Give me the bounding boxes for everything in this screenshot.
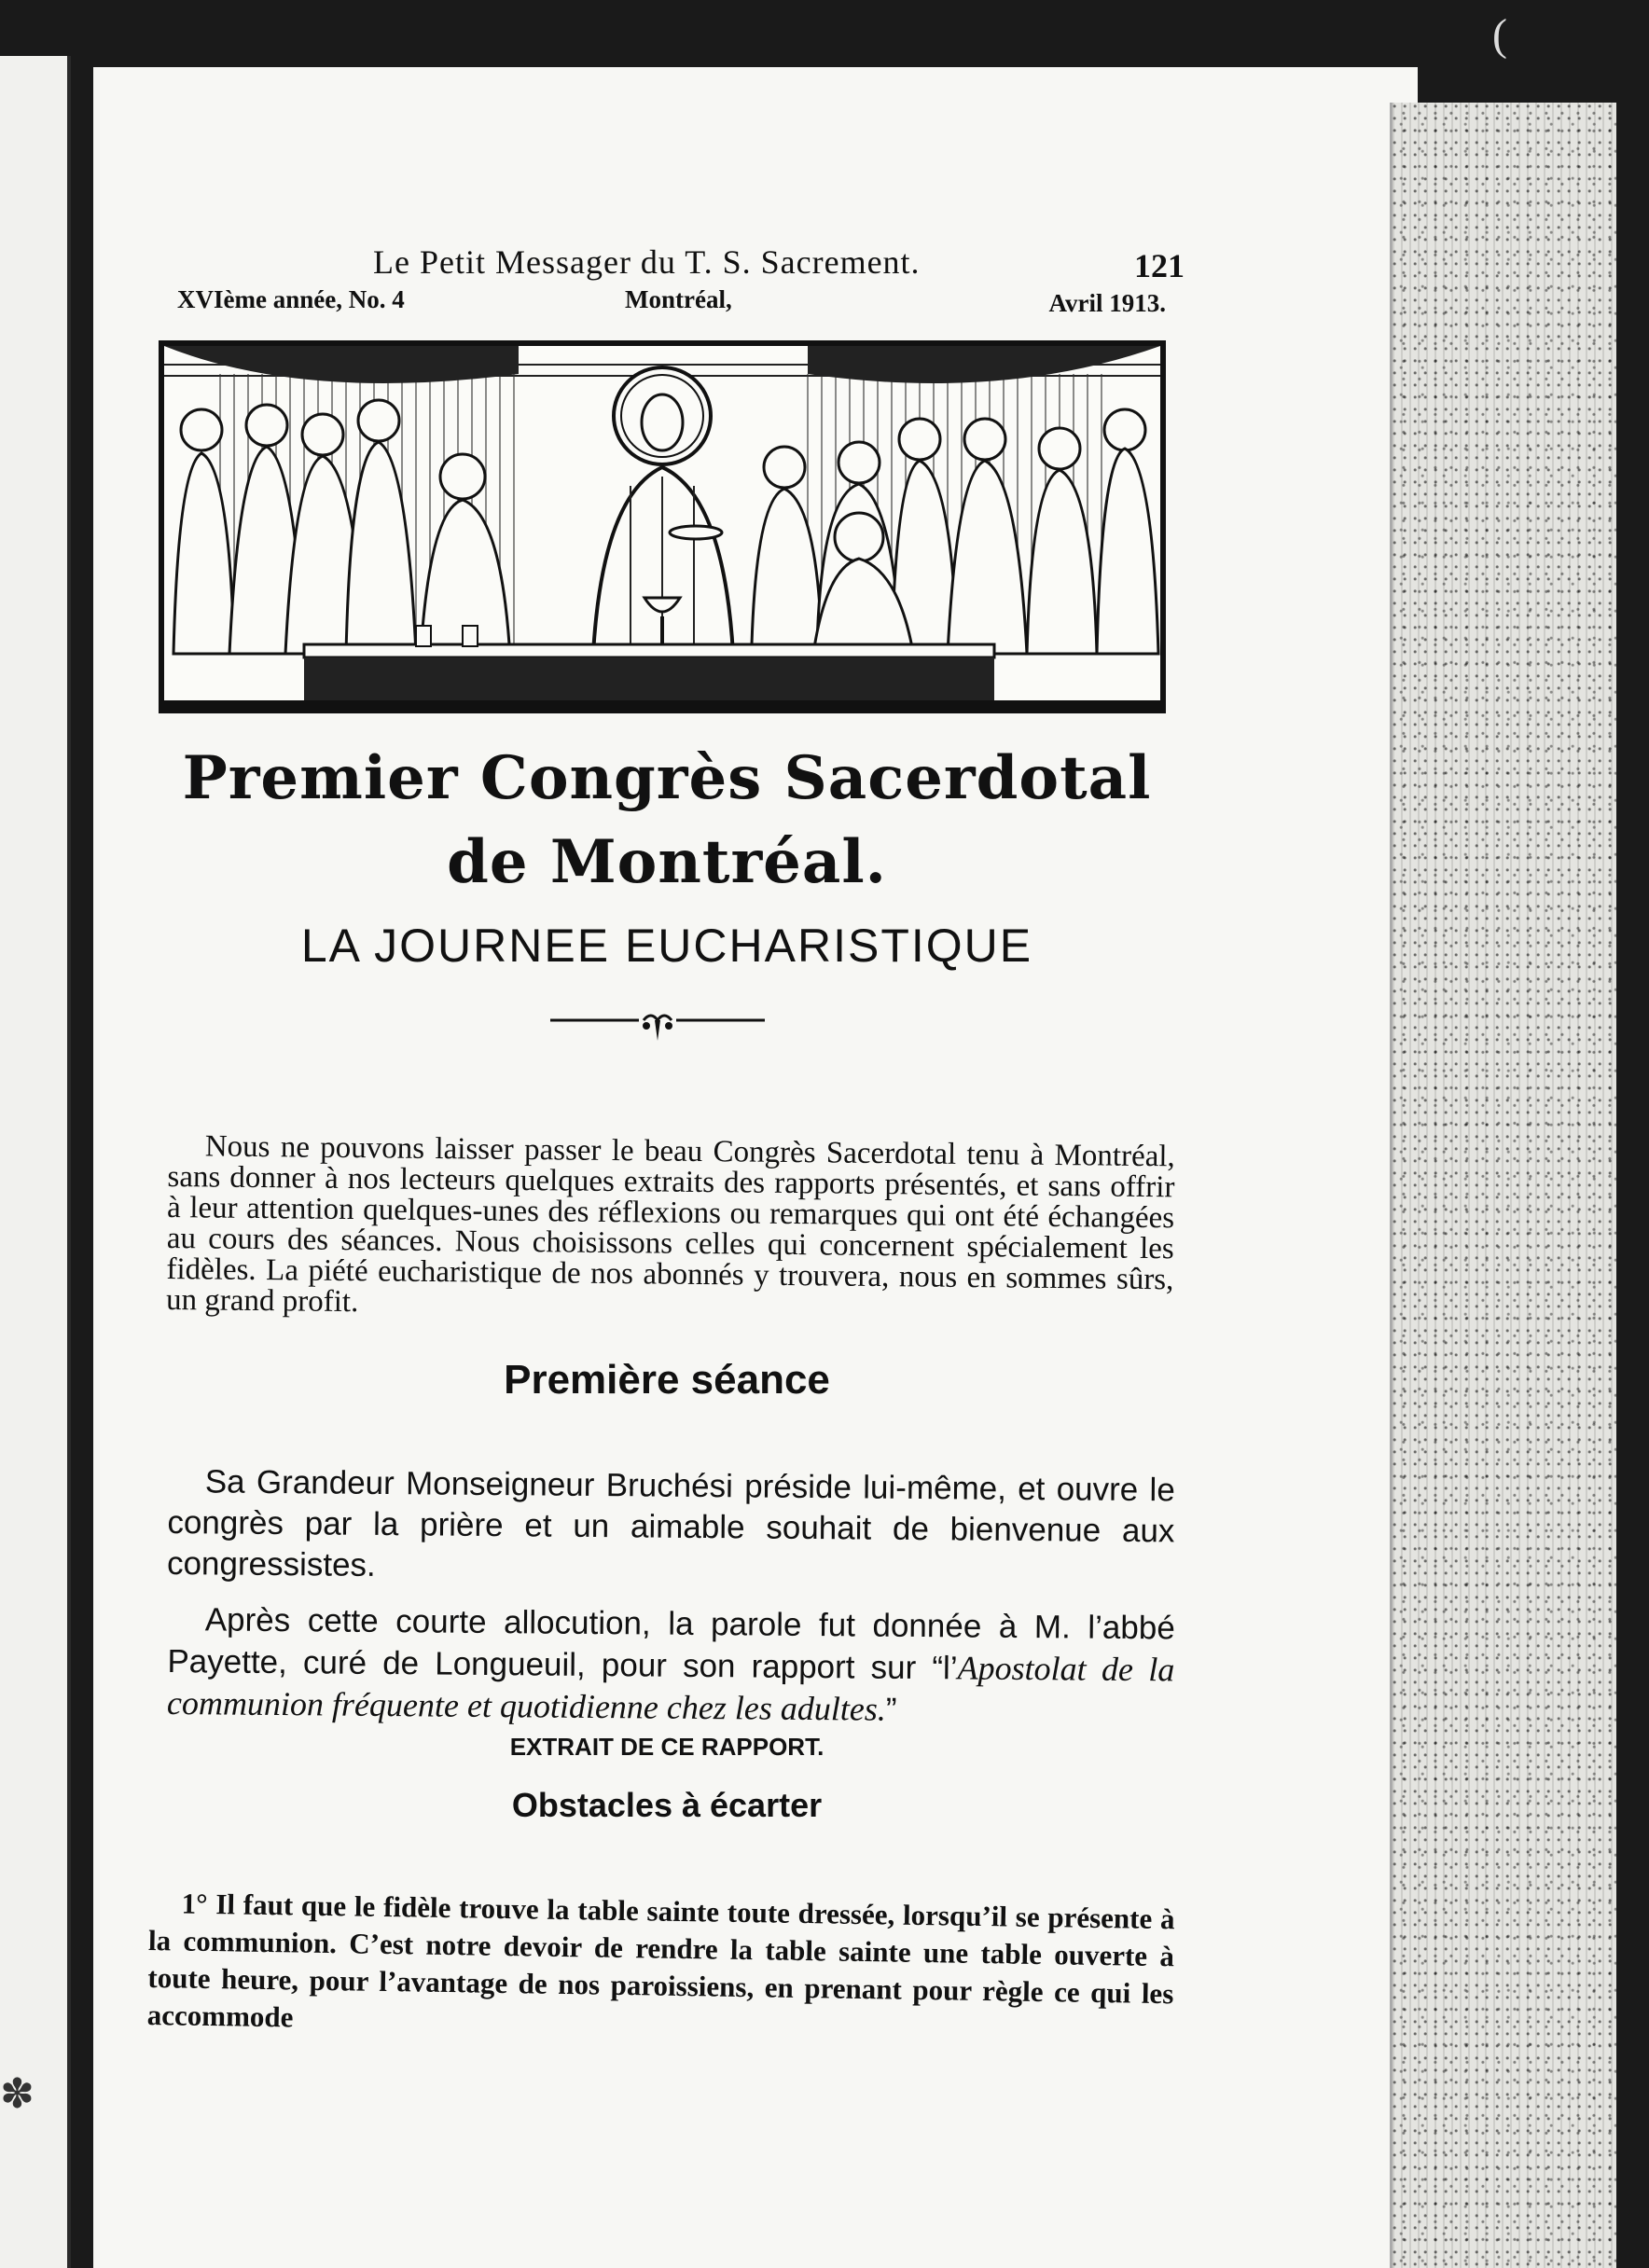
article-title-line1: Premier Congrès Sacerdotal <box>182 743 1152 813</box>
page-number: 121 <box>1134 247 1185 284</box>
paragraph-allocution-end: ” <box>885 1691 897 1728</box>
running-header <box>149 242 1185 326</box>
city: Montréal, <box>625 285 732 313</box>
paragraph-allocution <box>167 1599 1175 1733</box>
issue-date: Avril 1913. <box>1048 289 1166 317</box>
extract-heading: EXTRAIT DE CE RAPPORT. <box>509 1733 824 1761</box>
intro-paragraph: Nous ne pouvons laisser passer le beau Congrès Sacerdotal tenu à Montréal, sans donner à nos lecteurs quelques extraits des rapports présentés, et sans offrir à leur attention quelques-unes des réflexions ou remarques qui ont été échangées au cours des séances. Nous choisissons celles qui concernent spécialement les fidèles. La piété eucharistique de nos abonnés y trouvera, nous en sommes sûrs, un grand profit. <box>165 1129 1175 1320</box>
scan-artifact: ( <box>1492 10 1507 60</box>
publication-title: Le Petit Messager du T. S. Sacrement. <box>373 243 921 281</box>
issue-number: XVIème année, No. 4 <box>177 285 405 313</box>
section-heading: Première séance <box>504 1357 830 1403</box>
paragraph-opening: Sa Grandeur Monseigneur Bruchési préside lui-même, et ouvre le congrès par la prière et un aimable souhait de bienvenue aux congressistes. <box>166 1463 1175 1583</box>
article-title-line2: de Montréal. <box>447 827 887 897</box>
ornament-icon: ✽ <box>0 2071 35 2117</box>
page-content <box>146 242 1185 2034</box>
article-subtitle: LA JOURNEE EUCHARISTIQUE <box>300 920 1033 972</box>
adjacent-page-edge <box>0 56 71 2268</box>
article-title <box>149 737 1185 905</box>
subsection-heading: Obstacles à écarter <box>511 1786 823 1824</box>
report-title: Apostolat de la communion fréquente et quotidienne chez les adultes. <box>166 1649 1175 1728</box>
ornamental-divider-icon <box>550 1007 765 1044</box>
book-page-stack <box>1390 103 1616 2268</box>
paragraph-allocution-text: Après cette courte allocution, la parole fut donnée à M. l’abbé Payette, curé de Longueuil, pour son rapport sur “l’ <box>167 1601 1175 1687</box>
paragraph-obstacles: 1° Il faut que le fidèle trouve la table sainte toute dressée, lorsqu’il se présente à la communion. C’est notre devoir de rendre la table sainte une table ouverte à toute heure, pour l’avantage de nos paroissiens, en prenant pour règle ce qui les accommode <box>146 1887 1175 2034</box>
last-supper-engraving <box>159 340 1166 713</box>
engraving-illustration <box>164 346 1160 708</box>
